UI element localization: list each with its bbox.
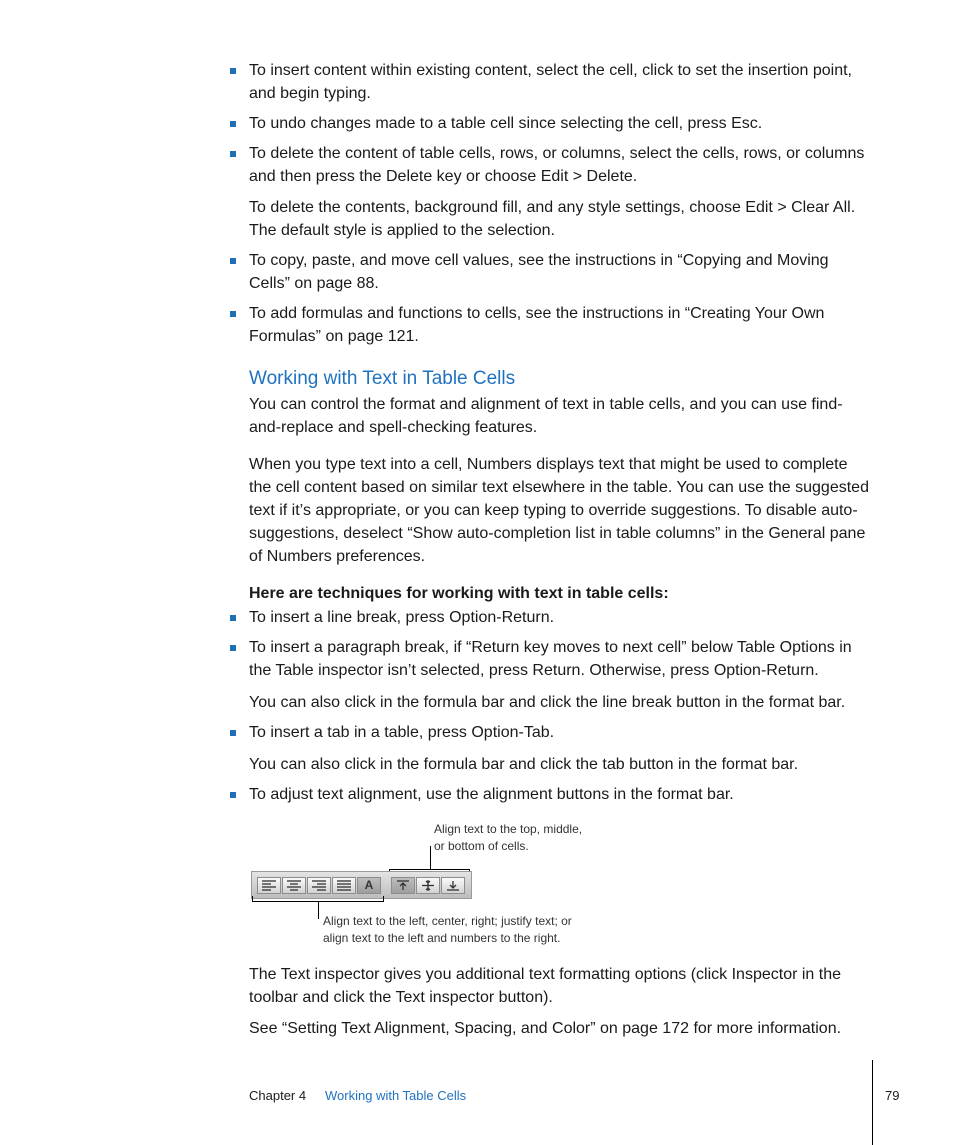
callout-line: align text to the left and numbers to the right. xyxy=(323,931,561,945)
justify-icon xyxy=(336,880,352,891)
callout-line: Align text to the top, middle, xyxy=(434,822,583,836)
bracket-bottom xyxy=(383,896,384,902)
align-top-button[interactable] xyxy=(391,877,415,894)
align-middle-icon xyxy=(420,880,436,891)
auto-align-button[interactable] xyxy=(357,877,381,894)
align-center-icon xyxy=(286,880,302,891)
bullet-marker xyxy=(230,615,236,621)
bracket-bottom xyxy=(252,896,253,902)
align-left-button[interactable] xyxy=(257,877,281,894)
align-top-icon xyxy=(395,880,411,891)
callout-line: or bottom of cells. xyxy=(434,839,529,853)
bullet-marker xyxy=(230,258,236,264)
bullet-marker xyxy=(230,311,236,317)
inspector-paragraph: The Text inspector gives you additional text formatting options (click Inspector in the toolbar and click the Text inspector button). xyxy=(249,966,842,1006)
bullet-item: To delete the content of table cells, rows, or columns, select the cells, rows, or columns and then press the Delete key or choose Edit > Delete. xyxy=(249,145,865,185)
note-paragraph: You can also click in the formula bar and click the line break button in the format bar. xyxy=(249,694,846,711)
justify-button[interactable] xyxy=(332,877,356,894)
bullet-item: To undo changes made to a table cell since selecting the cell, press Esc. xyxy=(249,115,763,132)
callout-leader xyxy=(430,846,431,869)
bracket-top xyxy=(389,869,470,870)
autocomplete-paragraph: When you type text into a cell, Numbers displays text that might be used to complete the cell content based on similar text elsewhere in the table. You can use the suggested text if it’s appropriate, or you can keep typing to override suggestions. To disable auto-suggestions, deselect “Show auto-completion list in table columns” in the General pane of Numbers preferences. xyxy=(249,456,869,565)
bullet-marker xyxy=(230,730,236,736)
techniques-lead: Here are techniques for working with text in table cells: xyxy=(249,585,669,602)
bullet-marker xyxy=(230,121,236,127)
auto-align-icon: A xyxy=(364,878,374,892)
intro-paragraph: You can control the format and alignment of text in table cells, and you can use find-and-replace and spell-checking features. xyxy=(249,396,843,436)
callout-line: Align text to the left, center, right; justify text; or xyxy=(323,914,572,928)
footer-rule xyxy=(872,1060,873,1145)
bullet-marker xyxy=(230,151,236,157)
align-middle-button[interactable] xyxy=(416,877,440,894)
align-right-icon xyxy=(311,880,327,891)
align-left-icon xyxy=(261,880,277,891)
bullet-marker xyxy=(230,792,236,798)
bullet-item: To insert content within existing content, select the cell, click to set the insertion point, and begin typing. xyxy=(249,62,852,102)
align-right-button[interactable] xyxy=(307,877,331,894)
align-center-button[interactable] xyxy=(282,877,306,894)
callout-leader xyxy=(318,902,319,919)
format-bar xyxy=(251,871,472,899)
bullet-item: To insert a line break, press Option-Return. xyxy=(249,609,555,626)
bullet-item: To adjust text alignment, use the alignment buttons in the format bar. xyxy=(249,786,734,803)
bullet-marker xyxy=(230,645,236,651)
page-number: 79 xyxy=(885,1088,900,1103)
align-bottom-button[interactable] xyxy=(441,877,465,894)
footer-chapter-title: Working with Table Cells xyxy=(325,1088,467,1103)
bullet-item: To add formulas and functions to cells, see the instructions in “Creating Your Own Formulas” on page 121. xyxy=(249,305,825,345)
bullet-item: To insert a tab in a table, press Option-Tab. xyxy=(249,724,555,741)
bullet-marker xyxy=(230,68,236,74)
footer-chapter: Chapter 4 xyxy=(249,1088,307,1103)
bullet-item: To copy, paste, and move cell values, see the instructions in “Copying and Moving Cells” on page 88. xyxy=(249,252,829,292)
section-heading: Working with Text in Table Cells xyxy=(249,368,516,389)
see-also-paragraph: See “Setting Text Alignment, Spacing, and Color” on page 172 for more information. xyxy=(249,1020,842,1037)
bullet-item: To insert a paragraph break, if “Return key moves to next cell” below Table Options in the Table inspector isn’t selected, press Return. Otherwise, press Option-Return. xyxy=(249,639,852,679)
callout-vertical-align xyxy=(434,821,582,855)
note-paragraph: You can also click in the formula bar and click the tab button in the format bar. xyxy=(249,756,799,773)
note-paragraph: To delete the contents, background fill, and any style settings, choose Edit > Clear All. The default style is applied to the selection. xyxy=(249,199,856,239)
callout-horizontal-align xyxy=(323,913,572,947)
align-bottom-icon xyxy=(445,880,461,891)
